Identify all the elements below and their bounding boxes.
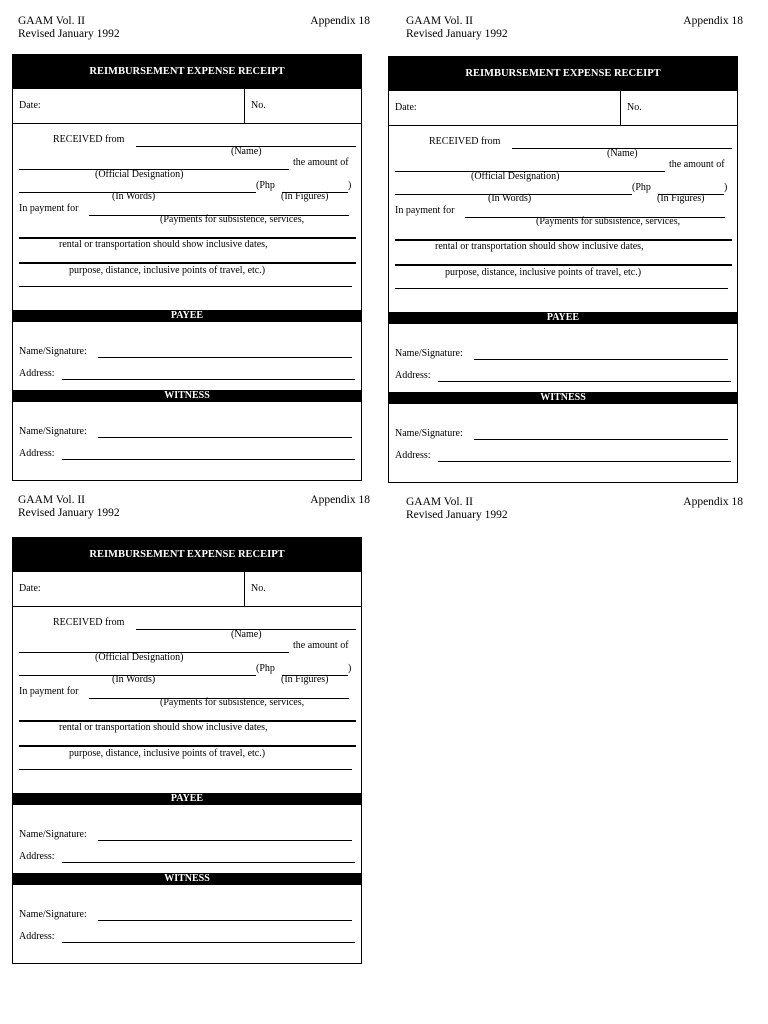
header-revision: Revised January 1992 [406, 28, 508, 40]
payment-note-3: purpose, distance, inclusive points of travel, etc.) [69, 748, 266, 759]
header-2 [406, 15, 743, 51]
payment-note-2: rental or transportation should show inclusive dates, [435, 241, 644, 252]
payment-line-3[interactable] [19, 745, 356, 747]
header-doc-ref: GAAM Vol. II [406, 15, 473, 27]
name-caption: (Name) [231, 629, 262, 640]
witness-address-label: Address: [19, 448, 55, 459]
receipt-form-2 [388, 56, 738, 483]
payment-line-4[interactable] [19, 286, 352, 287]
header-appendix: Appendix 18 [310, 15, 370, 27]
payee-address-line[interactable] [62, 379, 355, 380]
receipt-title: REIMBURSEMENT EXPENSE RECEIPT [13, 55, 361, 89]
php-close: ) [724, 182, 728, 193]
payment-line-3[interactable] [395, 264, 732, 266]
witness-name-signature-line[interactable] [98, 920, 352, 921]
witness-name-signature-label: Name/Signature: [395, 428, 463, 439]
received-from-label: RECEIVED from [53, 617, 125, 628]
php-close: ) [348, 180, 352, 191]
date-divider [244, 89, 245, 123]
header-doc-ref: GAAM Vol. II [18, 494, 85, 506]
witness-address-line[interactable] [62, 942, 355, 943]
in-figures-caption: (In Figures) [281, 674, 329, 685]
date-row [389, 91, 737, 126]
date-label: Date: [19, 583, 41, 594]
php-open: (Php [256, 663, 275, 674]
payee-address-label: Address: [19, 851, 55, 862]
payee-address-line[interactable] [438, 381, 731, 382]
payee-address-label: Address: [395, 370, 431, 381]
designation-caption: (Official Designation) [471, 171, 560, 182]
date-label: Date: [19, 100, 41, 111]
header-4 [406, 496, 743, 532]
payment-note-1: (Payments for subsistence, services, [536, 216, 681, 227]
designation-caption: (Official Designation) [95, 652, 184, 663]
receipt-title: REIMBURSEMENT EXPENSE RECEIPT [389, 57, 737, 91]
header-doc-ref: GAAM Vol. II [406, 496, 473, 508]
date-label: Date: [395, 102, 417, 113]
name-caption: (Name) [231, 146, 262, 157]
in-words-caption: (In Words) [488, 193, 532, 204]
header-doc-ref: GAAM Vol. II [18, 15, 85, 27]
php-open: (Php [632, 182, 651, 193]
witness-address-line[interactable] [62, 459, 355, 460]
amount-of-label: the amount of [669, 159, 725, 170]
payment-note-2: rental or transportation should show inclusive dates, [59, 239, 268, 250]
payee-name-signature-line[interactable] [98, 357, 352, 358]
header-revision: Revised January 1992 [18, 28, 120, 40]
header-revision: Revised January 1992 [406, 509, 508, 521]
receipt-form-1 [12, 54, 362, 481]
payee-name-signature-line[interactable] [98, 840, 352, 841]
payment-note-3: purpose, distance, inclusive points of travel, etc.) [445, 267, 642, 278]
payee-name-signature-label: Name/Signature: [19, 346, 87, 357]
payment-line-4[interactable] [395, 288, 728, 289]
payee-address-line[interactable] [62, 862, 355, 863]
witness-address-label: Address: [19, 931, 55, 942]
received-from-label: RECEIVED from [429, 136, 501, 147]
witness-address-label: Address: [395, 450, 431, 461]
payment-note-2: rental or transportation should show inclusive dates, [59, 722, 268, 733]
header-appendix: Appendix 18 [683, 15, 743, 27]
witness-header: WITNESS [13, 873, 361, 885]
payee-address-label: Address: [19, 368, 55, 379]
designation-caption: (Official Designation) [95, 169, 184, 180]
in-payment-for-label: In payment for [19, 203, 79, 214]
payment-line-3[interactable] [19, 262, 356, 264]
payment-note-3: purpose, distance, inclusive points of travel, etc.) [69, 265, 266, 276]
payee-header: PAYEE [13, 793, 361, 805]
number-label: No. [251, 100, 266, 111]
header-appendix: Appendix 18 [683, 496, 743, 508]
php-open: (Php [256, 180, 275, 191]
payee-name-signature-line[interactable] [474, 359, 728, 360]
payee-name-signature-label: Name/Signature: [19, 829, 87, 840]
payment-line-4[interactable] [19, 769, 352, 770]
name-caption: (Name) [607, 148, 638, 159]
receipt-form-3 [12, 537, 362, 964]
date-row [13, 89, 361, 124]
php-close: ) [348, 663, 352, 674]
receipt-title: REIMBURSEMENT EXPENSE RECEIPT [13, 538, 361, 572]
header-1 [18, 15, 370, 51]
date-divider [244, 572, 245, 606]
payee-header: PAYEE [389, 312, 737, 324]
payment-note-1: (Payments for subsistence, services, [160, 214, 305, 225]
witness-name-signature-line[interactable] [98, 437, 352, 438]
witness-header: WITNESS [13, 390, 361, 402]
in-payment-for-label: In payment for [19, 686, 79, 697]
in-figures-caption: (In Figures) [281, 191, 329, 202]
header-3 [18, 494, 370, 530]
number-label: No. [251, 583, 266, 594]
witness-name-signature-label: Name/Signature: [19, 426, 87, 437]
date-divider [620, 91, 621, 125]
amount-of-label: the amount of [293, 157, 349, 168]
header-appendix: Appendix 18 [310, 494, 370, 506]
in-words-caption: (In Words) [112, 674, 156, 685]
witness-name-signature-line[interactable] [474, 439, 728, 440]
payee-name-signature-label: Name/Signature: [395, 348, 463, 359]
amount-of-label: the amount of [293, 640, 349, 651]
payment-note-1: (Payments for subsistence, services, [160, 697, 305, 708]
header-revision: Revised January 1992 [18, 507, 120, 519]
payee-header: PAYEE [13, 310, 361, 322]
witness-name-signature-label: Name/Signature: [19, 909, 87, 920]
in-payment-for-label: In payment for [395, 205, 455, 216]
witness-header: WITNESS [389, 392, 737, 404]
witness-address-line[interactable] [438, 461, 731, 462]
number-label: No. [627, 102, 642, 113]
in-figures-caption: (In Figures) [657, 193, 705, 204]
received-from-label: RECEIVED from [53, 134, 125, 145]
date-row [13, 572, 361, 607]
in-words-caption: (In Words) [112, 191, 156, 202]
